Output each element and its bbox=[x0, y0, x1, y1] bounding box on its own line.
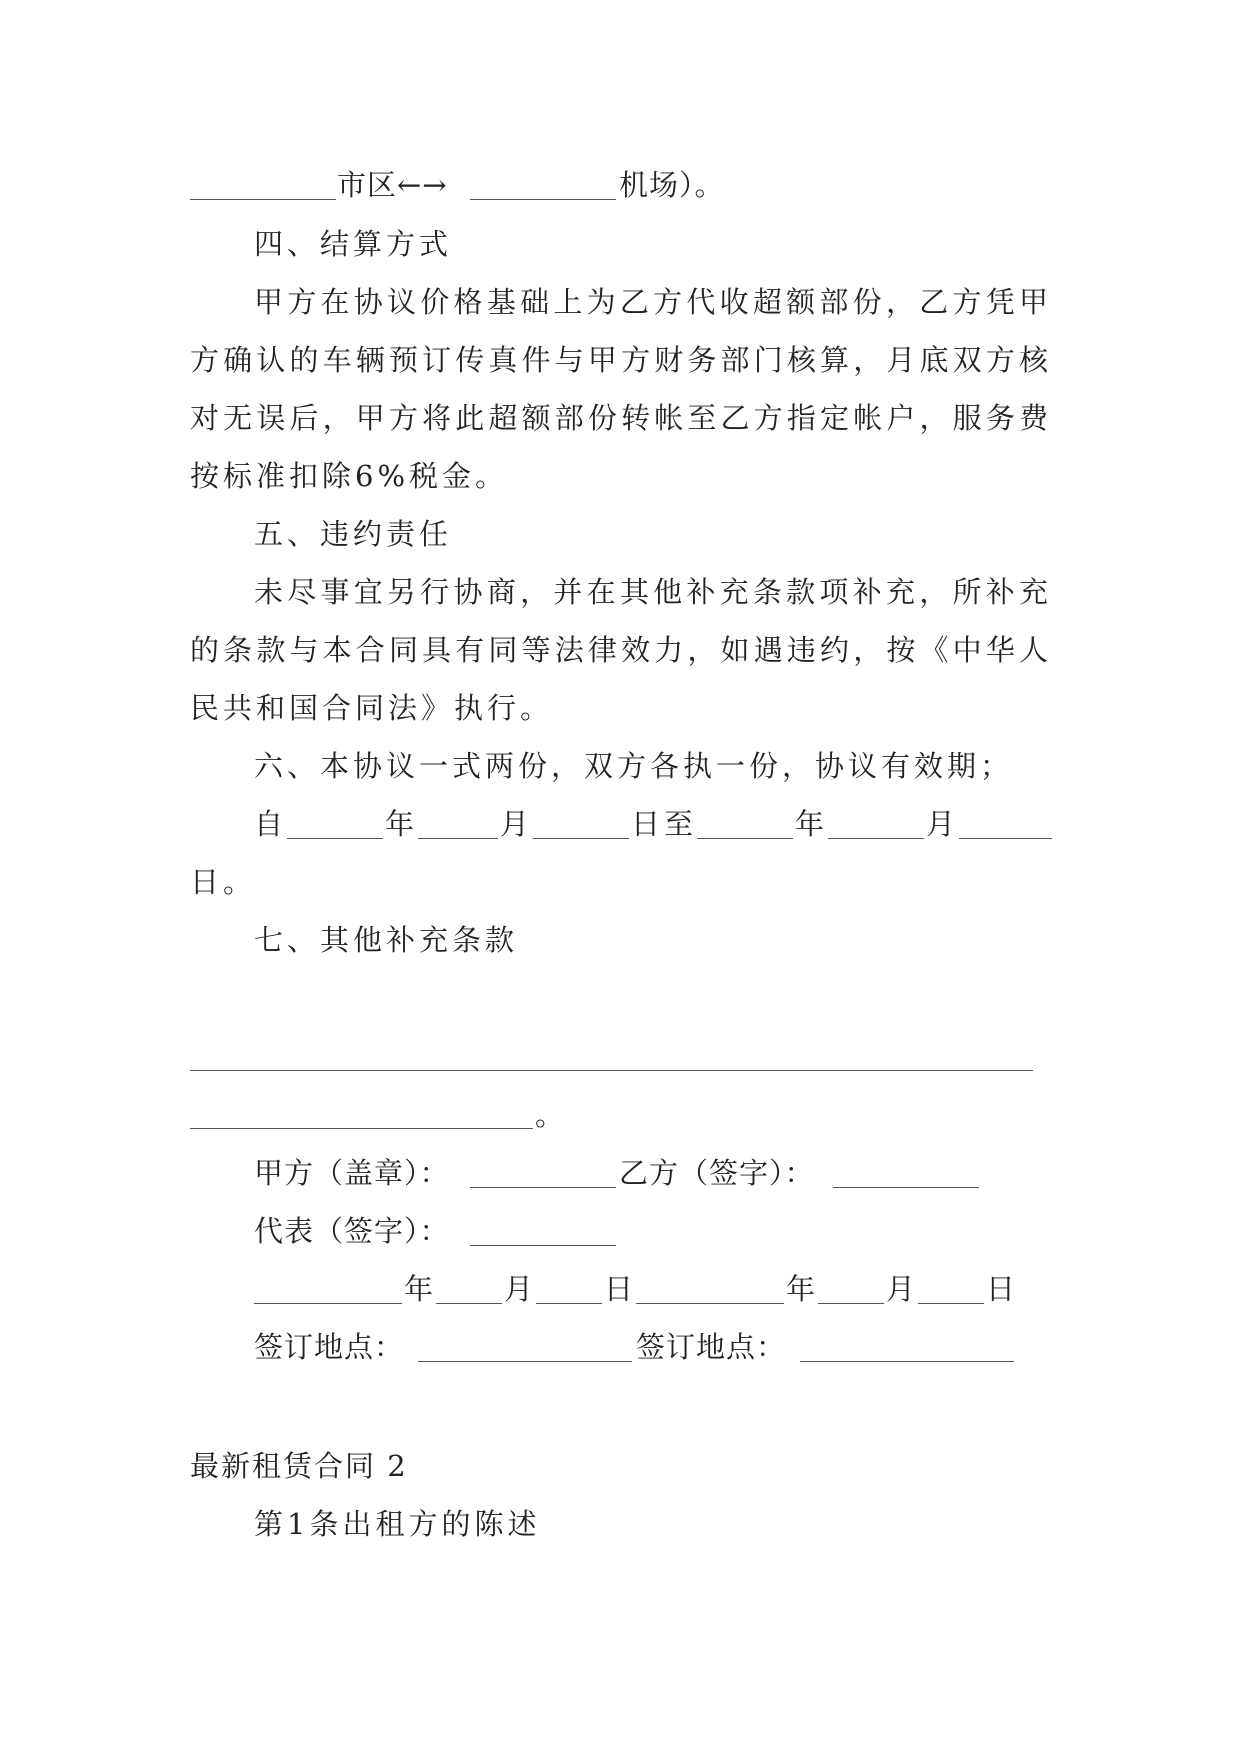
section-6-para-line: 六、本协议一式两份，双方各执一份，协议有效期； bbox=[254, 749, 1014, 783]
section-5-para-line: 民共和国合同法》执行。 bbox=[190, 691, 554, 725]
blank-line bbox=[418, 1361, 632, 1362]
blank-line bbox=[959, 838, 1052, 839]
date-month: 月 bbox=[886, 1272, 920, 1306]
article-1-heading: 第1条出租方的陈述 bbox=[254, 1507, 541, 1541]
party-b-label: 乙方（签字）： bbox=[619, 1156, 815, 1190]
blank-line bbox=[287, 838, 383, 839]
validity-year: 年 bbox=[385, 807, 419, 841]
section-4-para-line: 按标准扣除6%税金。 bbox=[190, 459, 509, 493]
validity-day-end: 日。 bbox=[190, 865, 257, 899]
date-month: 月 bbox=[504, 1272, 538, 1306]
section-4-title: 四、结算方式 bbox=[254, 227, 453, 261]
section-4-para-line: 方确认的车辆预订传真件与甲方财务部门核算，月底双方核 bbox=[190, 343, 1052, 377]
validity-month: 月 bbox=[500, 807, 534, 841]
blank-line bbox=[833, 1187, 979, 1188]
date-day: 日 bbox=[986, 1272, 1020, 1306]
airport-label: 机场）。 bbox=[619, 168, 725, 202]
blank-line bbox=[470, 199, 616, 200]
blank-line bbox=[190, 1070, 1033, 1071]
section-7-title: 七、其他补充条款 bbox=[254, 923, 519, 957]
section-4-para-line: 甲方在协议价格基础上为乙方代收超额部份，乙方凭甲 bbox=[254, 285, 1052, 319]
date-year: 年 bbox=[404, 1272, 438, 1306]
section-5-para-line: 的条款与本合同具有同等法律效力，如遇违约，按《中华人 bbox=[190, 633, 1052, 667]
blank-line bbox=[536, 1303, 602, 1304]
blank-line bbox=[470, 1245, 616, 1246]
validity-day-to: 日至 bbox=[631, 807, 698, 841]
blank-line bbox=[818, 1303, 884, 1304]
blank-line bbox=[436, 1303, 502, 1304]
city-label: 市区←→ bbox=[337, 168, 448, 202]
blank-line bbox=[190, 199, 336, 200]
blank-line bbox=[533, 838, 629, 839]
section-7-end: 。 bbox=[535, 1098, 569, 1132]
date-year: 年 bbox=[786, 1272, 820, 1306]
blank-line bbox=[828, 838, 924, 839]
blank-line bbox=[918, 1303, 984, 1304]
signing-place-label: 签订地点： bbox=[636, 1330, 787, 1364]
validity-month: 月 bbox=[926, 807, 960, 841]
signing-place-label: 签订地点： bbox=[254, 1330, 405, 1364]
document-title: 最新租赁合同 2 bbox=[190, 1449, 408, 1483]
blank-line bbox=[800, 1361, 1014, 1362]
blank-line bbox=[697, 838, 793, 839]
representative-label: 代表（签字）： bbox=[254, 1214, 450, 1248]
section-5-title: 五、违约责任 bbox=[254, 517, 453, 551]
blank-line bbox=[254, 1303, 402, 1304]
blank-line bbox=[418, 838, 498, 839]
validity-from: 自 bbox=[254, 807, 288, 841]
blank-line bbox=[190, 1128, 533, 1129]
party-a-label: 甲方（盖章）： bbox=[254, 1156, 450, 1190]
date-day: 日 bbox=[604, 1272, 638, 1306]
blank-line bbox=[470, 1187, 616, 1188]
validity-year: 年 bbox=[795, 807, 829, 841]
section-5-para-line: 未尽事宜另行协商，并在其他补充条款项补充，所补充 bbox=[254, 575, 1052, 609]
blank-line bbox=[636, 1303, 784, 1304]
section-4-para-line: 对无误后，甲方将此超额部份转帐至乙方指定帐户，服务费 bbox=[190, 401, 1052, 435]
